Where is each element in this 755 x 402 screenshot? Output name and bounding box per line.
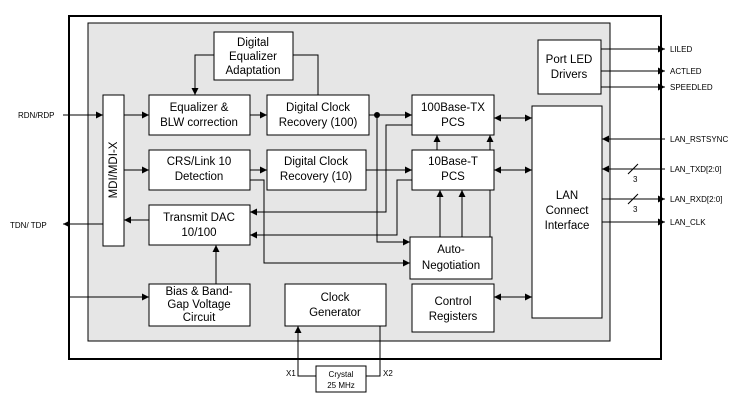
block-label: Crystal bbox=[328, 370, 354, 379]
pin-label-lan-txd: LAN_TXD[2:0] bbox=[670, 165, 722, 174]
block-crystal bbox=[316, 366, 366, 392]
block-label: LAN bbox=[555, 190, 579, 202]
block-digital-equalizer-adaptation bbox=[214, 32, 293, 80]
block-label: Equalizer & bbox=[169, 102, 229, 114]
block-label: BLW correction bbox=[160, 117, 238, 129]
block-clock-generator bbox=[285, 284, 386, 326]
block-control-registers bbox=[412, 284, 494, 332]
block-label: Generator bbox=[309, 307, 361, 319]
block-10base-t-pcs bbox=[412, 150, 494, 190]
block-label: Bias & Band- bbox=[165, 286, 233, 298]
block-label: PCS bbox=[441, 171, 465, 183]
block-label: PCS bbox=[441, 117, 465, 129]
pin-label-liled: LILED bbox=[670, 45, 693, 54]
block-lan-connect-interface bbox=[532, 106, 602, 318]
block-digital-clock-recovery-10 bbox=[267, 150, 366, 190]
block-auto-negotiation bbox=[410, 237, 492, 279]
pin-label-rdn-rdp: RDN/RDP bbox=[18, 111, 55, 120]
block-label: Transmit DAC bbox=[163, 212, 235, 224]
block-label: Adaptation bbox=[225, 65, 281, 77]
block-label: Clock bbox=[320, 292, 350, 304]
bus-width-label-txd: 3 bbox=[633, 175, 638, 184]
pin-label-actled: ACTLED bbox=[670, 67, 702, 76]
pin-label-x1: X1 bbox=[286, 369, 296, 378]
block-label: Digital Clock bbox=[284, 156, 348, 168]
block-label: Control bbox=[434, 296, 472, 308]
pin-label-tdn-tdp: TDN/ TDP bbox=[10, 221, 47, 230]
pin-label-lan-rxd: LAN_RXD[2:0] bbox=[670, 195, 723, 204]
block-equalizer-blw bbox=[149, 95, 250, 135]
block-transmit-dac bbox=[149, 205, 250, 245]
pin-label-speedled: SPEEDLED bbox=[670, 83, 713, 92]
block-label: 25 MHz bbox=[327, 381, 355, 390]
block-label: Auto- bbox=[437, 244, 465, 256]
block-label: Detection bbox=[174, 171, 224, 183]
block-label: Interface bbox=[544, 220, 590, 232]
block-digital-clock-recovery-100 bbox=[267, 95, 369, 135]
block-label: Recovery (100) bbox=[278, 117, 358, 129]
block-label: Connect bbox=[545, 205, 589, 217]
block-label: MDI/MDI-X bbox=[108, 141, 120, 199]
block-label: Drivers bbox=[550, 69, 588, 81]
block-label: Circuit bbox=[182, 312, 216, 324]
pin-label-lan-rstsync: LAN_RSTSYNC bbox=[670, 135, 729, 144]
block-bias-bandgap bbox=[149, 284, 250, 326]
block-label: Equalizer bbox=[229, 51, 277, 63]
block-port-led-drivers bbox=[538, 40, 601, 94]
block-label: Negotiation bbox=[421, 260, 481, 272]
block-100base-tx-pcs bbox=[412, 95, 494, 135]
block-label: Gap Voltage bbox=[167, 299, 231, 311]
block-label: 100Base-TX bbox=[421, 102, 485, 114]
block-label: Registers bbox=[428, 311, 478, 323]
block-label: Recovery (10) bbox=[279, 171, 353, 183]
block-crs-link10-detection bbox=[149, 150, 250, 190]
block-label: CRS/Link 10 bbox=[166, 156, 232, 168]
block-label: Digital Clock bbox=[286, 102, 350, 114]
block-mdi-mdix bbox=[103, 95, 124, 246]
pin-label-lan-clk: LAN_CLK bbox=[670, 218, 706, 227]
pin-label-x2: X2 bbox=[383, 369, 393, 378]
bus-width-label-rxd: 3 bbox=[633, 205, 638, 214]
block-label: 10/100 bbox=[181, 227, 217, 239]
block-label: Digital bbox=[237, 37, 269, 49]
block-label: Port LED bbox=[545, 54, 593, 66]
block-label: 10Base-T bbox=[428, 156, 478, 168]
